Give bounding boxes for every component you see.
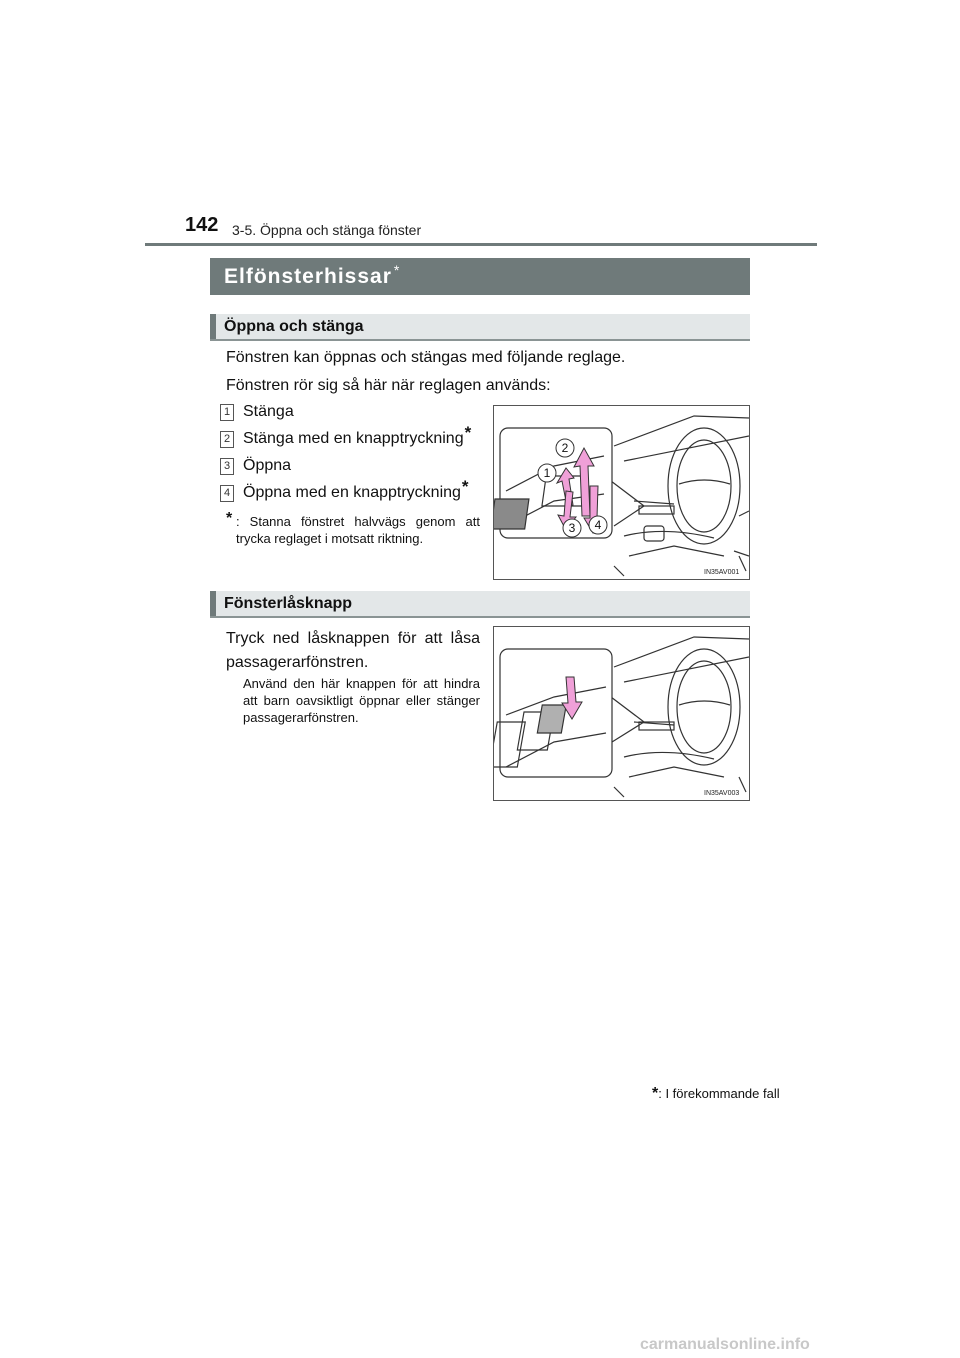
asterisk-marker: *: [464, 423, 472, 442]
section-title-bar: [210, 258, 750, 295]
chapter-title: 3-5. Öppna och stänga fönster: [232, 222, 422, 238]
figure-lock-switch: [493, 626, 750, 801]
figure-code: IN35AV003: [704, 790, 740, 797]
section-title: Elfönsterhissar: [224, 265, 392, 288]
callout-number: 1: [543, 466, 551, 480]
window-switch-illustration: [494, 406, 749, 579]
footnote-text: : I förekommande fall: [658, 1086, 780, 1101]
subheading-lock-switch: [210, 591, 750, 618]
footnote-marker: *: [652, 1085, 659, 1102]
list-item: [243, 477, 469, 502]
callout-number: 3: [568, 521, 576, 535]
list-item-text: Öppna med en knapptryckning: [243, 484, 461, 501]
lock-switch-subtext: Använd den här knappen för att hindra att barn oavsiktligt öppnar eller stänger passagerarfönstren.: [243, 676, 480, 725]
note-text: : Stanna fönstret halvvägs genom att trycka reglaget i motsatt riktning.: [236, 514, 480, 546]
subheading-lock-switch-label: Fönsterlåsknapp: [224, 595, 353, 612]
item-number-badge: 4: [220, 485, 234, 502]
figure-window-switch: [493, 405, 750, 580]
list-item-text: Öppna: [243, 457, 292, 474]
note-marker: *: [226, 510, 233, 527]
page-number: 142: [185, 214, 219, 236]
footnote: [652, 1085, 780, 1103]
list-item-text: Stänga med en knapptryckning: [243, 430, 464, 447]
intro-text-1: Fönstren kan öppnas och stängas med följande reglage.: [226, 349, 626, 366]
lock-switch-illustration: [494, 627, 749, 800]
lock-switch-text: Tryck ned låsknappen för att låsa passagerarfönstren.: [226, 630, 480, 671]
item-number-badge: 2: [220, 431, 234, 448]
list-item: [243, 403, 294, 421]
item-number-badge: 1: [220, 404, 234, 421]
callout-number: 2: [561, 441, 569, 455]
subheading-open-close-label: Öppna och stänga: [224, 318, 364, 335]
intro-text-2: Fönstren rör sig så här när reglagen används:: [226, 377, 551, 394]
list-item-text: Stänga: [243, 403, 294, 420]
list-item: [243, 423, 472, 448]
list-item: [243, 457, 291, 475]
asterisk-marker: *: [461, 477, 469, 496]
figure-code: IN35AV001: [704, 569, 740, 576]
section-title-marker: *: [393, 262, 401, 278]
item-number-badge: 3: [220, 458, 234, 475]
header-divider: [145, 243, 817, 246]
callout-number: 4: [594, 518, 602, 532]
watermark: carmanualsonline.info: [640, 1336, 810, 1353]
subheading-open-close: [210, 314, 750, 341]
